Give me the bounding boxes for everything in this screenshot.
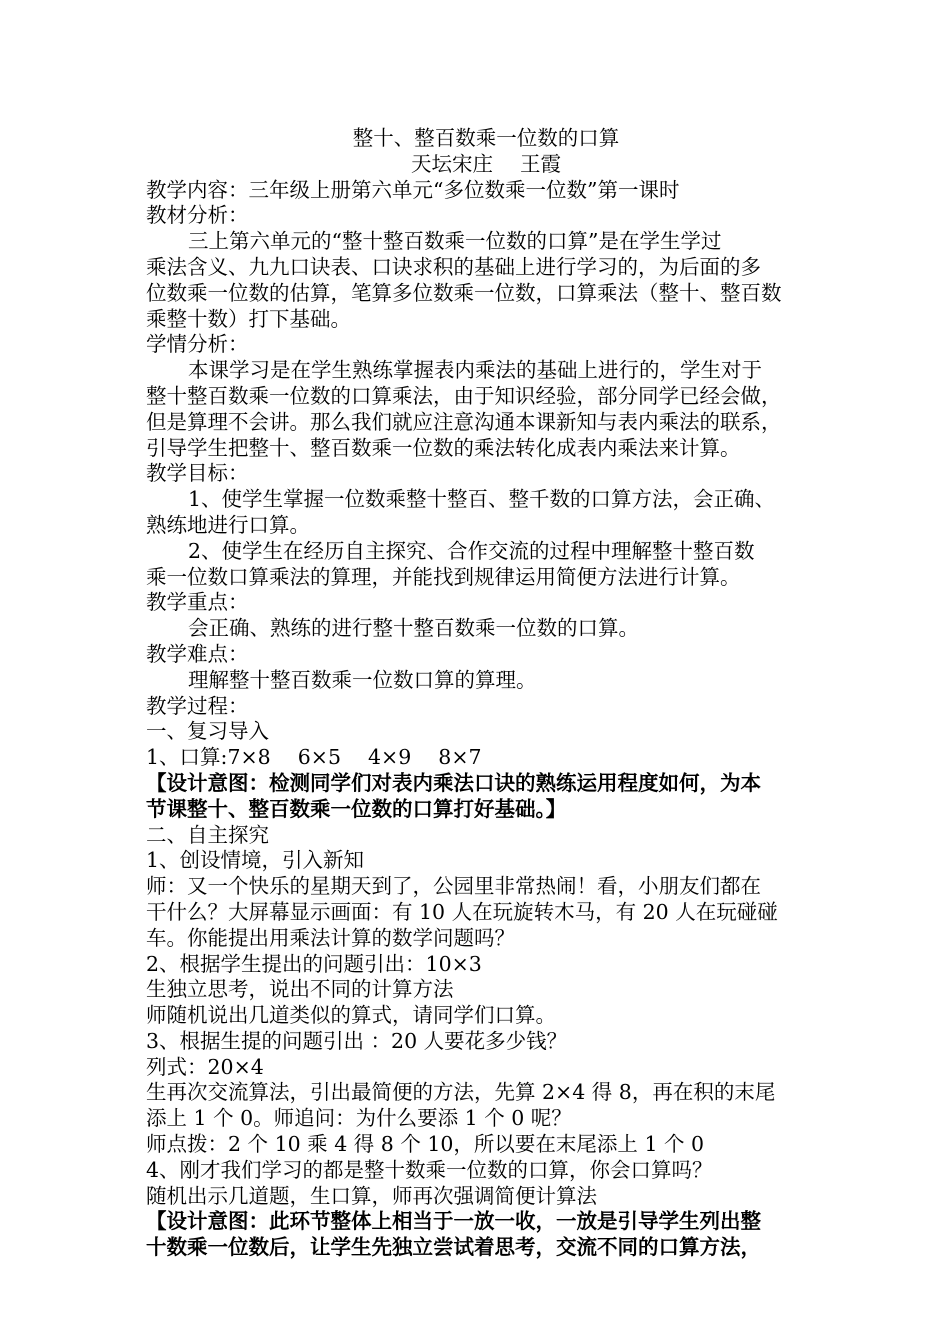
document-title: 整十、整百数乘一位数的口算 xyxy=(352,126,620,150)
text-line: 生再次交流算法，引出最简便的方法，先算 2×4 得 8，再在积的末尾 xyxy=(146,1080,776,1105)
design-intent-line: 【设计意图：此环节整体上相当于一放一收，一放是引导学生列出整 xyxy=(146,1209,761,1234)
text-line: 3、根据生提的问题引出 ：20 人要花多少钱？ xyxy=(146,1028,568,1053)
text-line: 1、口算:7×8 6×5 4×9 8×7 xyxy=(146,745,482,770)
text-line: 教学内容：三年级上册第六单元“多位数乘一位数”第一课时 xyxy=(146,177,680,202)
text-line: 车。你能提出用乘法计算的数学问题吗？ xyxy=(146,925,515,950)
text-line: 生独立思考，说出不同的计算方法 xyxy=(146,977,454,1002)
text-line: 理解整十整百数乘一位数口算的算理。 xyxy=(188,667,537,692)
text-line: 整十整百数乘一位数的口算乘法，由于知识经验，部分同学已经会做， xyxy=(146,383,782,408)
text-line: 1、创设情境，引入新知 xyxy=(146,848,365,873)
text-line: 师随机说出几道类似的算式，请同学们口算。 xyxy=(146,1003,556,1028)
text-line: 教学难点： xyxy=(146,641,249,666)
text-line: 2、根据学生提出的问题引出：10×3 xyxy=(146,951,482,976)
text-line: 列式：20×4 xyxy=(146,1054,264,1079)
text-line: 教学目标： xyxy=(146,461,249,486)
text-line: 师：又一个快乐的星期天到了，公园里非常热闹！看，小朋友们都在 xyxy=(146,874,761,899)
text-line: 位数乘一位数的估算，笔算多位数乘一位数，口算乘法（整十、整百数 xyxy=(146,280,782,305)
document-author: 天坛宋庄 王霞 xyxy=(410,151,562,176)
text-line: 乘一位数口算乘法的算理，并能找到规律运用简便方法进行计算。 xyxy=(146,564,741,589)
text-line: 本课学习是在学生熟练掌握表内乘法的基础上进行的，学生对于 xyxy=(188,358,762,383)
text-line: 熟练地进行口算。 xyxy=(146,512,310,537)
text-line: 添上 1 个 0。师追问：为什么要添 1 个 0 呢？ xyxy=(146,1106,572,1131)
design-intent-line: 【设计意图：检测同学们对表内乘法口诀的熟练运用程度如何，为本 xyxy=(146,770,761,795)
text-line: 干什么？大屏幕显示画面：有 10 人在玩旋转木马，有 20 人在玩碰碰 xyxy=(146,899,778,924)
design-intent-line: 十数乘一位数后，让学生先独立尝试着思考，交流不同的口算方法， xyxy=(146,1235,761,1260)
document-body xyxy=(146,126,826,1261)
text-line: 乘整十数）打下基础。 xyxy=(146,306,351,331)
text-line: 4、刚才我们学习的都是整十数乘一位数的口算，你会口算吗？ xyxy=(146,1157,713,1182)
design-intent-line: 节课整十、整百数乘一位数的口算打好基础。】 xyxy=(146,796,567,821)
text-line: 二、自主探究 xyxy=(146,822,269,847)
text-line: 会正确、熟练的进行整十整百数乘一位数的口算。 xyxy=(188,616,639,641)
text-line: 教学重点： xyxy=(146,590,249,615)
text-line: 随机出示几道题，生口算，师再次强调简便计算法 xyxy=(146,1183,597,1208)
text-line: 教学过程： xyxy=(146,693,249,718)
text-line: 1、使学生掌握一位数乘整十整百、整千数的口算方法，会正确、 xyxy=(188,487,776,512)
text-line: 师点拨：2 个 10 乘 4 得 8 个 10，所以要在末尾添上 1 个 0 xyxy=(146,1132,705,1157)
text-line: 引导学生把整十、整百数乘一位数的乘法转化成表内乘法来计算。 xyxy=(146,435,741,460)
text-line: 但是算理不会讲。那么我们就应注意沟通本课新知与表内乘法的联系， xyxy=(146,409,782,434)
text-line: 学情分析： xyxy=(146,332,249,357)
text-line: 一、复习导入 xyxy=(146,719,269,744)
text-line: 2、使学生在经历自主探究、合作交流的过程中理解整十整百数 xyxy=(188,538,755,563)
text-line: 教材分析： xyxy=(146,203,249,228)
text-line: 三上第六单元的“整十整百数乘一位数的口算”是在学生学过 xyxy=(188,229,722,254)
text-line: 乘法含义、九九口诀表、口诀求积的基础上进行学习的，为后面的多 xyxy=(146,254,761,279)
